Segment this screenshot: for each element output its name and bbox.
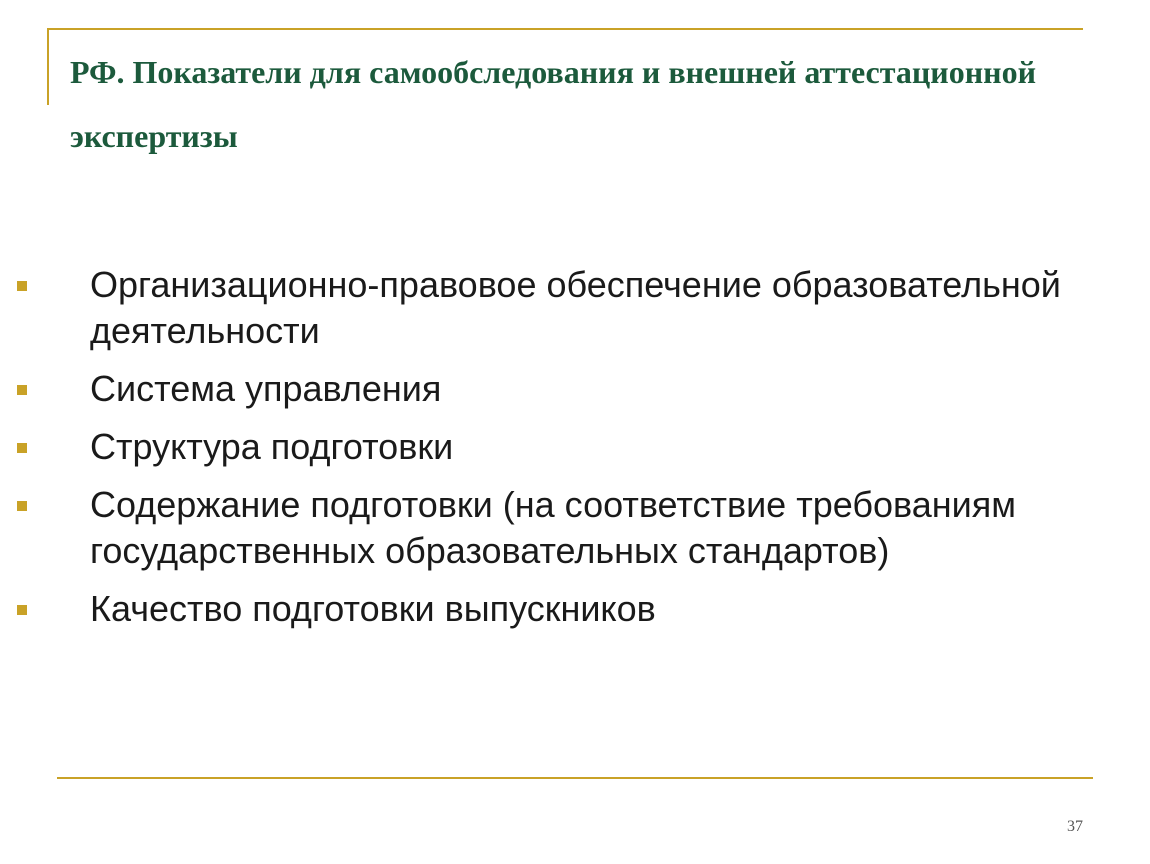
bullet-text: Организационно-правовое обеспечение образовательной деятельности: [90, 264, 1061, 351]
square-bullet-icon: [17, 605, 27, 615]
square-bullet-icon: [17, 443, 27, 453]
bullet-item: [0, 482, 1100, 574]
bullet-item: [0, 366, 1100, 412]
square-bullet-icon: [17, 501, 27, 511]
bullet-list: [0, 262, 1100, 644]
footer-rule: [57, 777, 1093, 779]
bullet-text: Качество подготовки выпускников: [90, 588, 656, 629]
title-rule-left: [47, 28, 49, 105]
page-number: 37: [1067, 818, 1083, 835]
bullet-item: [0, 262, 1100, 354]
square-bullet-icon: [17, 385, 27, 395]
title-rule-top: [47, 28, 1083, 30]
bullet-text: Содержание подготовки (на соответствие требованиям государственных образовательных стандартов): [90, 484, 1016, 571]
bullet-text: Структура подготовки: [90, 426, 454, 467]
bullet-text: Система управления: [90, 368, 442, 409]
slide-title: РФ. Показатели для самообследования и внешней аттестационной экспертизы: [70, 54, 1037, 154]
bullet-item: [0, 586, 1100, 632]
bullet-item: [0, 424, 1100, 470]
square-bullet-icon: [17, 281, 27, 291]
